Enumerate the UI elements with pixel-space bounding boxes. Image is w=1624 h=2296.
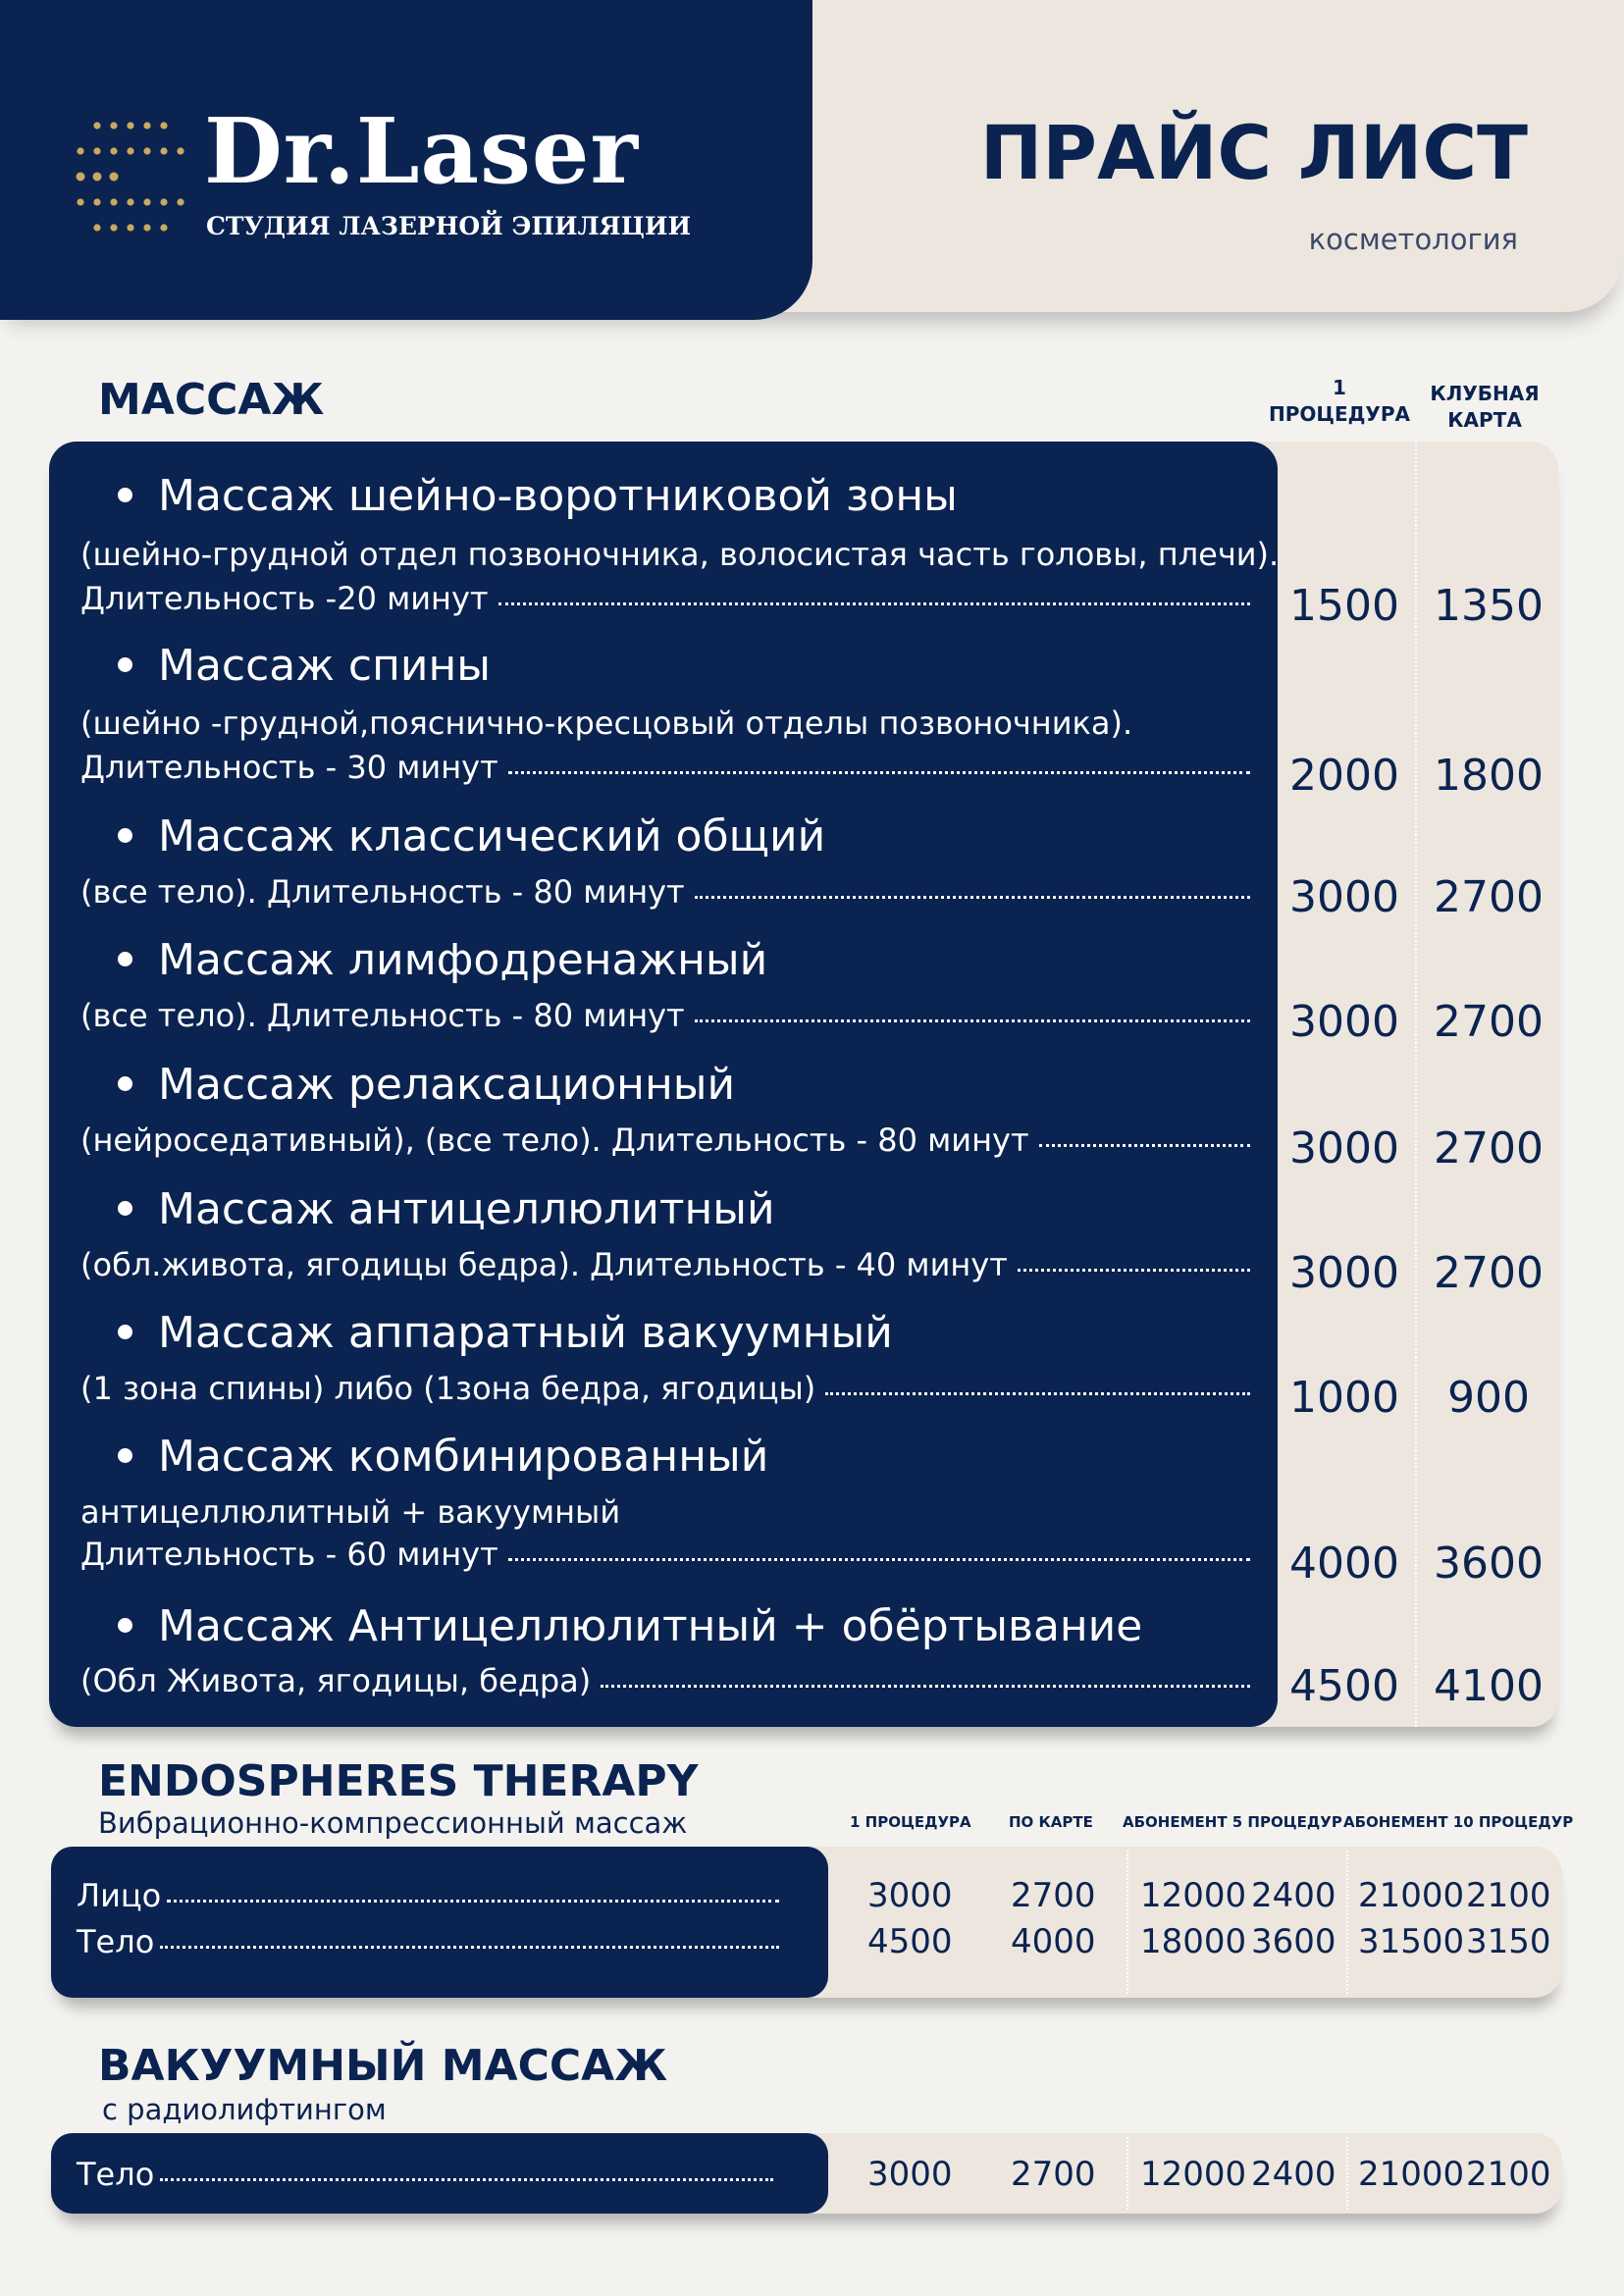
vacuum-cell-sub5-total: 12000	[1140, 2155, 1247, 2194]
dot-leader	[508, 1558, 1250, 1561]
endo-list-panel	[51, 1847, 828, 1998]
vacuum-row-label-text: Тело	[77, 2156, 155, 2193]
price-single: 1500	[1289, 581, 1399, 631]
logo-dot	[110, 147, 117, 154]
massage-item-name: Массаж антицеллюлитный	[158, 1184, 775, 1234]
massage-item-title	[73, 1308, 893, 1358]
massage-item-name: Массаж шейно-воротниковой зоны	[158, 471, 958, 521]
massage-item-detail-text: (все тело). Длительность - 80 минут	[80, 997, 685, 1034]
massage-item-detail-text: Длительность - 60 минут	[80, 1536, 498, 1573]
logo-dot	[127, 198, 133, 205]
price-club: 4100	[1434, 1661, 1544, 1711]
logo-dot	[77, 198, 83, 205]
price-club: 3600	[1434, 1539, 1544, 1589]
vacuum-cell-sub10-each: 2100	[1466, 2155, 1551, 2194]
bullet-icon	[118, 952, 132, 966]
logo-dot	[143, 147, 150, 154]
endo-row-label-text: Лицо	[77, 1877, 162, 1914]
massage-item-detail-text: Длительность -20 минут	[80, 580, 489, 617]
col-head-single-top: 1	[1333, 376, 1346, 399]
massage-item-detail-text: (шейно -грудной,пояснично-кресцовый отделы позвоночника).	[80, 704, 1133, 742]
vacuum-cell-card: 2700	[1011, 2155, 1096, 2194]
brand-panel	[0, 0, 812, 320]
massage-item-title	[73, 1432, 769, 1482]
massage-item-detail	[80, 1493, 621, 1531]
vacuum-cell-sub10-total: 21000	[1358, 2155, 1465, 2194]
endo-heading: ENDOSPHERES THERAPY	[98, 1756, 699, 1806]
massage-item-title	[73, 471, 958, 521]
massage-item-detail	[80, 997, 1250, 1034]
massage-item-title	[73, 1184, 775, 1234]
price-single: 4000	[1289, 1539, 1399, 1589]
vacuum-divider-1	[1126, 2137, 1128, 2210]
dot-leader	[498, 602, 1250, 605]
col-head-club	[1416, 381, 1553, 434]
massage-item-detail	[80, 704, 1133, 742]
vacuum-row-label	[77, 2156, 773, 2193]
massage-item-detail-text: Длительность - 30 минут	[80, 749, 498, 786]
logo-dot	[160, 224, 167, 231]
massage-item-detail-text: антицеллюлитный + вакуумный	[80, 1493, 621, 1531]
endo-divider-1	[1126, 1851, 1128, 1994]
dot-leader	[1039, 1144, 1250, 1147]
logo-dots-icon	[73, 118, 190, 235]
logo-dot	[93, 173, 102, 182]
bullet-icon	[118, 657, 132, 672]
logo-dot	[127, 147, 133, 154]
logo-dot	[177, 198, 183, 205]
price-club: 2700	[1434, 997, 1544, 1047]
massage-item-detail	[80, 1122, 1250, 1159]
logo-dot	[93, 122, 100, 129]
price-single: 3000	[1289, 1248, 1399, 1298]
logo-dot	[143, 122, 150, 129]
massage-item-detail-text: (все тело). Длительность - 80 минут	[80, 873, 685, 911]
logo-dot	[177, 147, 183, 154]
vacuum-cell-sub5-each: 2400	[1251, 2155, 1336, 2194]
brand-tagline: СТУДИЯ ЛАЗЕРНОЙ ЭПИЛЯЦИИ	[206, 212, 692, 240]
vacuum-heading: ВАКУУМНЫЙ МАССАЖ	[98, 2041, 668, 2091]
endo-row-label	[77, 1877, 779, 1914]
endo-divider-2	[1346, 1851, 1348, 1994]
dot-leader	[508, 771, 1250, 774]
endo-cell-sub5-total: 12000	[1140, 1876, 1247, 1915]
endo-subheading: Вибрационно-компрессионный массаж	[98, 1806, 688, 1840]
massage-item-detail	[80, 536, 1280, 573]
price-club: 2700	[1434, 1123, 1544, 1174]
massage-item-name: Массаж Антицеллюлитный + обёртывание	[158, 1601, 1143, 1651]
endo-col-sub5: АБОНЕМЕНТ 5 ПРОЦЕДУР	[1123, 1813, 1342, 1831]
dot-leader	[160, 1946, 779, 1949]
massage-item-detail	[80, 1370, 1250, 1407]
massage-item-detail	[80, 580, 1250, 617]
price-club: 1350	[1434, 581, 1544, 631]
logo-dot	[77, 147, 83, 154]
endo-col-card: ПО КАРТЕ	[1009, 1813, 1093, 1831]
price-single: 3000	[1289, 872, 1399, 922]
price-club: 2700	[1434, 872, 1544, 922]
bullet-icon	[118, 1076, 132, 1091]
massage-item-title	[73, 1601, 1143, 1651]
endo-cell-single: 3000	[867, 1876, 953, 1915]
endo-row-label-text: Тело	[77, 1923, 155, 1960]
massage-item-detail-text: (шейно-грудной отдел позвоночника, волосистая часть головы, плечи).	[80, 536, 1280, 573]
massage-item-title	[73, 935, 768, 985]
logo-dot	[77, 173, 85, 182]
col-head-club-bottom: КАРТА	[1447, 408, 1522, 432]
endo-cell-card: 4000	[1011, 1922, 1096, 1961]
bullet-icon	[118, 1618, 132, 1633]
price-club: 900	[1447, 1373, 1530, 1423]
bullet-icon	[118, 1448, 132, 1463]
logo-dot	[160, 122, 167, 129]
price-single: 1000	[1289, 1373, 1399, 1423]
massage-item-detail	[80, 873, 1250, 911]
logo-dot	[93, 198, 100, 205]
price-single: 3000	[1289, 1123, 1399, 1174]
massage-item-name: Массаж комбинированный	[158, 1432, 769, 1482]
price-single: 2000	[1289, 751, 1399, 801]
logo-dot	[93, 224, 100, 231]
page-subtitle: косметология	[1308, 223, 1518, 256]
endo-cell-sub10-each: 3150	[1466, 1922, 1551, 1961]
dot-leader	[601, 1685, 1250, 1688]
massage-item-detail	[80, 1246, 1250, 1283]
logo-dot	[143, 224, 150, 231]
massage-column-divider	[1415, 442, 1417, 1727]
massage-heading: МАССАЖ	[98, 375, 325, 425]
massage-item-detail-text: (нейроседативный), (все тело). Длительность - 80 минут	[80, 1122, 1029, 1159]
massage-item-detail-text: (обл.живота, ягодицы бедра). Длительность - 40 минут	[80, 1246, 1008, 1283]
endo-row-label	[77, 1923, 779, 1960]
massage-item-title	[73, 811, 826, 861]
logo-dot	[110, 173, 119, 182]
bullet-icon	[118, 488, 132, 502]
bullet-icon	[118, 828, 132, 843]
endo-cell-sub5-total: 18000	[1140, 1922, 1247, 1961]
brand-name: Dr.Laser	[204, 98, 639, 204]
price-single: 4500	[1289, 1661, 1399, 1711]
price-club: 1800	[1434, 751, 1544, 801]
bullet-icon	[118, 1201, 132, 1216]
page-title: ПРАЙС ЛИСТ	[979, 109, 1528, 196]
vacuum-divider-2	[1346, 2137, 1348, 2210]
endo-cell-sub5-each: 2400	[1251, 1876, 1336, 1915]
price-club: 2700	[1434, 1248, 1544, 1298]
endo-cell-sub5-each: 3600	[1251, 1922, 1336, 1961]
logo-dot	[110, 198, 117, 205]
massage-item-name: Массаж классический общий	[158, 811, 826, 861]
col-head-single	[1266, 375, 1413, 428]
massage-item-detail	[80, 1536, 1250, 1573]
massage-item-detail-text: (Обл Живота, ягодицы, бедра)	[80, 1662, 592, 1699]
massage-item-name: Массаж аппаратный вакуумный	[158, 1308, 893, 1358]
bullet-icon	[118, 1325, 132, 1339]
dot-leader	[825, 1392, 1250, 1395]
massage-item-title	[73, 641, 491, 691]
endo-col-sub10: АБОНЕМЕНТ 10 ПРОЦЕДУР	[1343, 1813, 1574, 1831]
massage-item-name: Массаж релаксационный	[158, 1060, 736, 1110]
dot-leader	[1018, 1269, 1250, 1272]
col-head-single-bottom: ПРОЦЕДУРА	[1269, 402, 1410, 426]
massage-item-title	[73, 1060, 736, 1110]
logo-dot	[110, 224, 117, 231]
vacuum-subheading: с радиолифтингом	[102, 2093, 387, 2126]
col-head-club-top: КЛУБНАЯ	[1430, 382, 1540, 405]
logo-dot	[93, 147, 100, 154]
dot-leader	[160, 2178, 773, 2181]
massage-item-detail	[80, 749, 1250, 786]
massage-item-detail-text: (1 зона спины) либо (1зона бедра, ягодицы)	[80, 1370, 816, 1407]
dot-leader	[695, 896, 1250, 899]
logo-dot	[143, 198, 150, 205]
endo-cell-single: 4500	[867, 1922, 953, 1961]
logo-dot	[127, 122, 133, 129]
endo-cell-sub10-total: 31500	[1358, 1922, 1465, 1961]
massage-item-name: Массаж спины	[158, 641, 491, 691]
massage-item-name: Массаж лимфодренажный	[158, 935, 768, 985]
endo-cell-sub10-total: 21000	[1358, 1876, 1465, 1915]
logo-dot	[127, 224, 133, 231]
logo-dot	[160, 147, 167, 154]
dot-leader	[167, 1900, 779, 1903]
logo-dot	[110, 122, 117, 129]
massage-item-detail	[80, 1662, 1250, 1699]
logo-dot	[160, 198, 167, 205]
dot-leader	[695, 1019, 1250, 1022]
endo-col-single: 1 ПРОЦЕДУРА	[850, 1813, 971, 1831]
vacuum-cell-single: 3000	[867, 2155, 953, 2194]
price-single: 3000	[1289, 997, 1399, 1047]
endo-cell-sub10-each: 2100	[1466, 1876, 1551, 1915]
endo-cell-card: 2700	[1011, 1876, 1096, 1915]
